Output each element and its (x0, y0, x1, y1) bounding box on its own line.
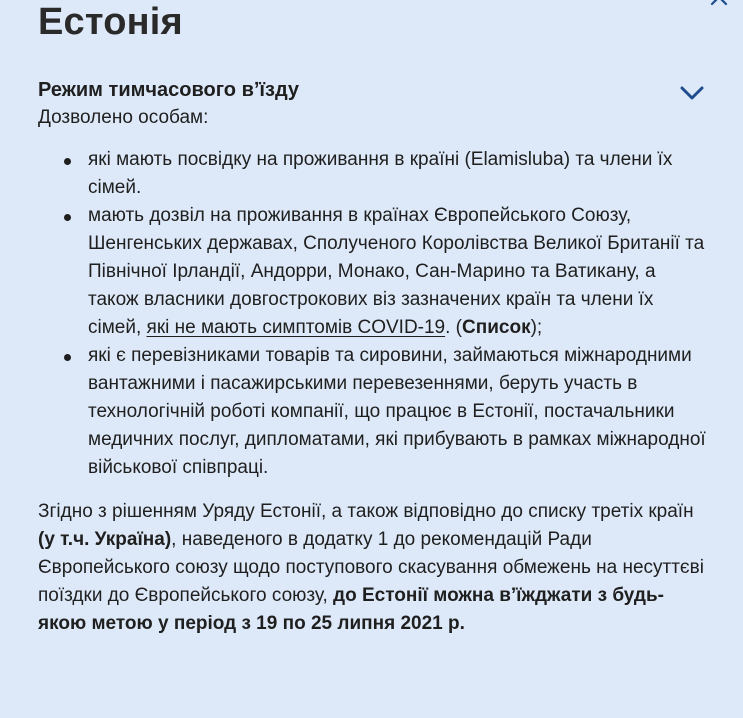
section-title: Режим тимчасового вʼїзду (38, 79, 300, 101)
no-covid-symptoms-link[interactable]: які не мають симптомів COVID-19 (146, 317, 446, 338)
allowed-intro: Дозволено особам: (38, 107, 209, 128)
list-item (88, 342, 708, 482)
list-item-text: ); (530, 317, 543, 338)
government-decision-paragraph (38, 498, 708, 638)
allowed-persons-list (38, 146, 708, 482)
list-label: Список (462, 317, 531, 338)
ukraine-highlight: (у т.ч. Україна) (38, 529, 172, 550)
chevron-down-icon[interactable] (678, 84, 706, 102)
temporary-entry-section (38, 76, 708, 638)
list-item (88, 202, 708, 342)
list-item-text: мають дозвіл на проживання в країнах Європейського Союзу, Шенгенських державах, Сполученого Королівства Великої Британії та Північної Ірландії, Андорри, Монако, Сан-Марино та Ватикану, а також власники довгострокових віз зазначених країн та члени їх сімей, (88, 205, 705, 338)
close-icon[interactable] (707, 0, 731, 9)
decision-text: Згідно з рішенням Уряду Естонії, а також відповідно до списку третіх країн (38, 501, 694, 522)
list-item-text: які є перевізниками товарів та сировини, займаються міжнародними вантажними і пасажирськими перевезеннями, беруть участь в технологічній роботі компанії, що працює в Естонії, постачальники медичних послуг, дипломатами, які прибувають в рамках міжнародної військової співпраці. (88, 345, 706, 478)
section-header[interactable] (38, 76, 708, 104)
country-title: Естонія (38, 1, 183, 43)
list-item-text: . ( (445, 317, 463, 338)
list-item (88, 146, 708, 202)
entry-period-highlight: до Естонії можна вʼїжджати з будь-якою метою у період з 19 по 25 липня 2021 р. (38, 585, 664, 634)
list-item-text: які мають посвідку на проживання в країні (Elamisluba) та члени їх сімей. (88, 149, 673, 198)
decision-text: , наведеного в додатку 1 до рекомендацій Ради Європейського союзу щодо поступового скасування обмежень на несуттєві поїздки до Європейського союзу, (38, 529, 704, 606)
